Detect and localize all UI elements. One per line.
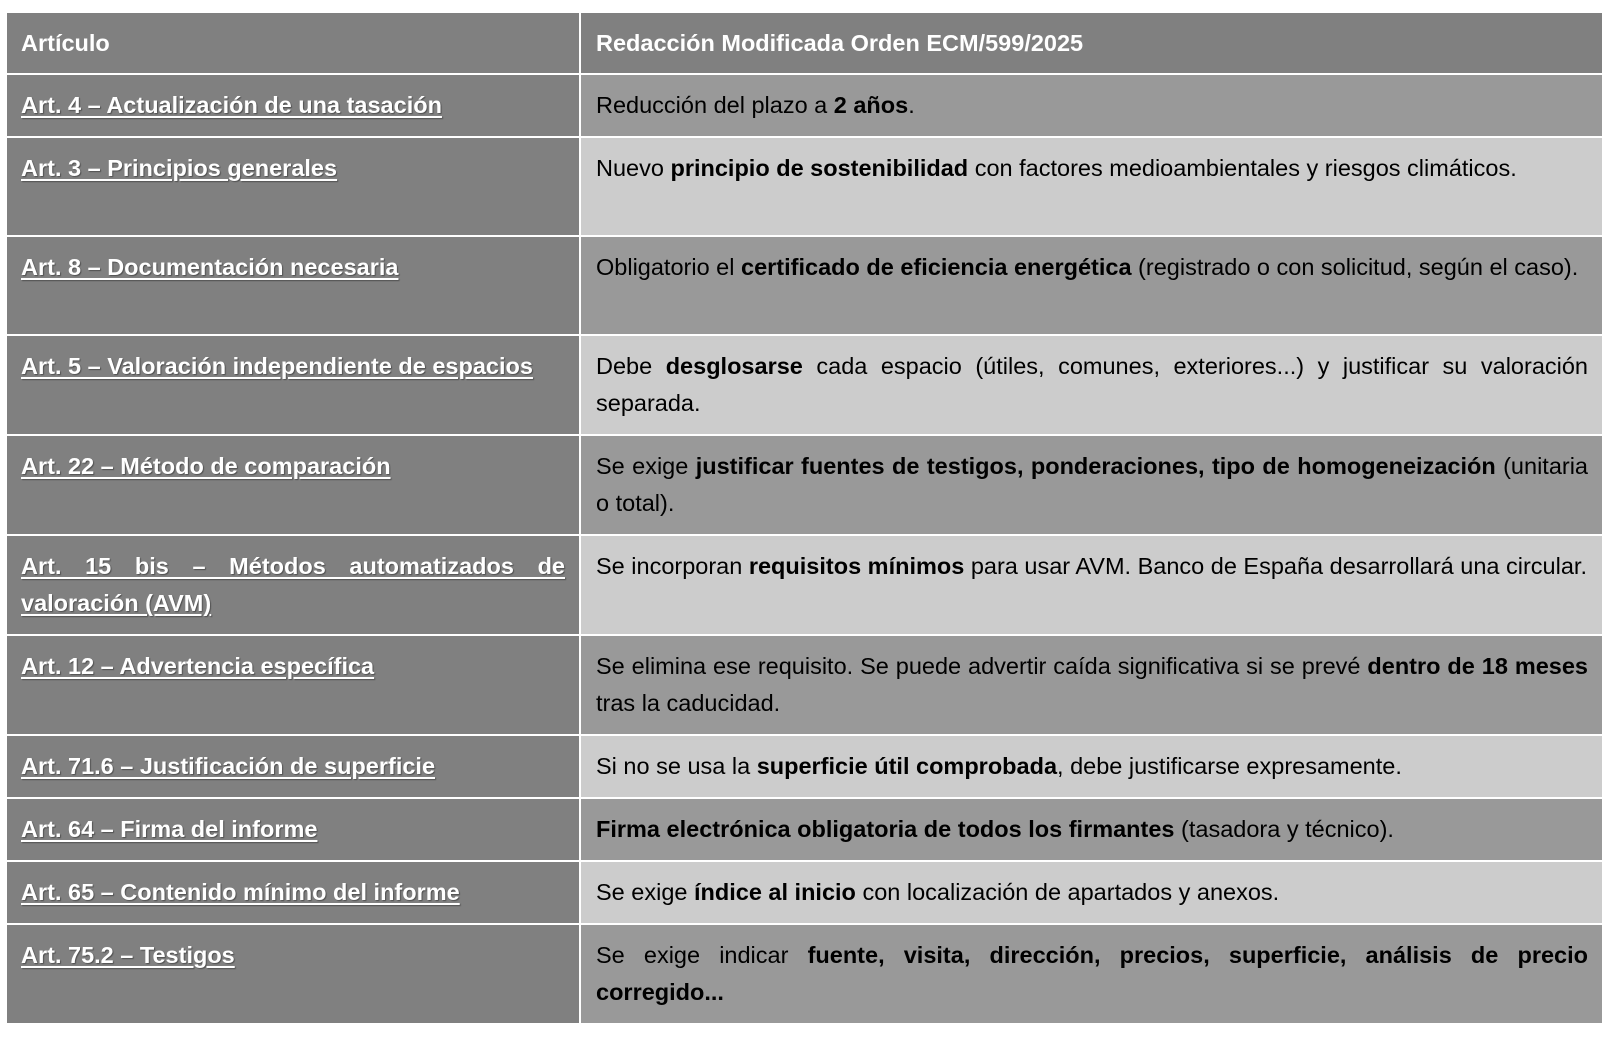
modified-text-content: [581, 736, 1602, 797]
text-segment: Nuevo: [596, 155, 671, 181]
table-row: [7, 435, 1602, 535]
article-link[interactable]: Art. 3 – Principios generales: [21, 155, 338, 181]
article-cell: [7, 335, 580, 435]
table-row: [7, 137, 1602, 236]
article-cell: [7, 635, 580, 735]
bold-text-segment: superficie útil comprobada: [756, 753, 1058, 779]
modified-text-cell: [580, 735, 1602, 798]
text-segment: Se elimina ese requisito. Se puede advertir caída significativa si se prevé: [596, 653, 1368, 679]
text-segment: Obligatorio el: [596, 254, 741, 280]
bold-text-segment: Firma electrónica obligatoria de todos los firmantes: [596, 816, 1175, 842]
text-segment: para usar AVM. Banco de España desarrollará una circular.: [964, 553, 1587, 579]
table-row: [7, 535, 1602, 635]
article-cell-content: [7, 636, 579, 697]
bold-text-segment: desglosarse: [665, 353, 803, 379]
text-segment: (registrado o con solicitud, según el caso).: [1131, 254, 1579, 280]
text-segment: Se exige indicar: [596, 942, 808, 968]
column-header-modified-text-label: Redacción Modificada Orden ECM/599/2025: [596, 30, 1084, 56]
modified-text-cell: [580, 74, 1602, 137]
article-cell: [7, 861, 580, 924]
article-link[interactable]: Art. 12 – Advertencia específica: [21, 653, 375, 679]
text-segment: (tasadora y técnico).: [1174, 816, 1394, 842]
text-segment: Si no se usa la: [596, 753, 757, 779]
column-header-modified-text: [580, 13, 1602, 74]
modified-text-content: [581, 237, 1602, 298]
table-row: [7, 335, 1602, 435]
ecm-599-2025-comparison-table: [7, 13, 1602, 1023]
article-cell-content: [7, 336, 579, 397]
bold-text-segment: justificar fuentes de testigos, ponderaciones, tipo de homogeneización: [695, 453, 1496, 479]
modified-text-content: [581, 536, 1602, 597]
article-link[interactable]: Art. 8 – Documentación necesaria: [21, 254, 399, 280]
article-link[interactable]: Art. 75.2 – Testigos: [21, 942, 235, 968]
text-segment: Se exige: [596, 879, 694, 905]
text-segment: con factores medioambientales y riesgos climáticos.: [968, 155, 1517, 181]
bold-text-segment: requisitos mínimos: [748, 553, 965, 579]
table-row: [7, 635, 1602, 735]
text-segment: Se exige: [596, 453, 696, 479]
modified-text-content: [581, 925, 1602, 1023]
modified-text-content: [581, 138, 1602, 199]
article-cell: [7, 236, 580, 335]
table-header-row: [7, 13, 1602, 74]
article-link[interactable]: Art. 5 – Valoración independiente de espacios: [21, 353, 533, 379]
bold-text-segment: fuente, visita, dirección, precios, superficie, análisis de precio corregido...: [596, 942, 1588, 1005]
bold-text-segment: índice al inicio: [693, 879, 856, 905]
modified-text-cell: [580, 137, 1602, 236]
text-segment: .: [908, 92, 915, 118]
article-cell: [7, 798, 580, 861]
article-link[interactable]: Art. 64 – Firma del informe: [21, 816, 318, 842]
modified-text-cell: [580, 535, 1602, 635]
text-segment: Debe: [596, 353, 666, 379]
article-cell: [7, 137, 580, 236]
text-segment: (unitaria o total).: [596, 453, 1588, 516]
text-segment: con localización de apartados y anexos.: [855, 879, 1280, 905]
article-cell-content: [7, 75, 579, 136]
article-cell-content: [7, 925, 579, 986]
modified-text-content: [581, 862, 1602, 923]
bold-text-segment: dentro de 18 meses: [1367, 653, 1588, 679]
text-segment: cada espacio (útiles, comunes, exteriores...) y justificar su valoración separada.: [596, 353, 1588, 416]
article-cell-content: [7, 862, 579, 923]
bold-text-segment: certificado de eficiencia energética: [741, 254, 1132, 280]
modified-text-content: [581, 636, 1602, 734]
table-row: [7, 798, 1602, 861]
bold-text-segment: principio de sostenibilidad: [670, 155, 969, 181]
modified-text-cell: [580, 335, 1602, 435]
modified-text-cell: [580, 924, 1602, 1023]
bold-text-segment: 2 años: [833, 92, 909, 118]
table-row: [7, 74, 1602, 137]
article-cell: [7, 435, 580, 535]
table-row: [7, 861, 1602, 924]
article-cell: [7, 535, 580, 635]
article-link[interactable]: Art. 71.6 – Justificación de superficie: [21, 753, 436, 779]
article-link[interactable]: Art. 15 bis – Métodos automatizados de valoración (AVM): [21, 553, 565, 616]
article-cell: [7, 74, 580, 137]
article-cell-content: [7, 736, 579, 797]
modified-text-cell: [580, 236, 1602, 335]
article-cell-content: [7, 436, 579, 497]
column-header-article: [7, 13, 580, 74]
modified-text-cell: [580, 635, 1602, 735]
article-link[interactable]: Art. 65 – Contenido mínimo del informe: [21, 879, 460, 905]
article-cell-content: [7, 237, 579, 298]
text-segment: , debe justificarse expresamente.: [1057, 753, 1402, 779]
modified-text-content: [581, 75, 1602, 136]
modified-text-content: [581, 436, 1602, 534]
modified-text-cell: [580, 861, 1602, 924]
table-row: [7, 236, 1602, 335]
modified-text-content: [581, 336, 1602, 434]
article-link[interactable]: Art. 4 – Actualización de una tasación: [21, 92, 442, 118]
article-cell-content: [7, 138, 579, 199]
article-cell: [7, 924, 580, 1023]
table-row: [7, 924, 1602, 1023]
modified-text-cell: [580, 435, 1602, 535]
article-link[interactable]: Art. 22 – Método de comparación: [21, 453, 391, 479]
table-row: [7, 735, 1602, 798]
article-cell-content: [7, 799, 579, 860]
text-segment: tras la caducidad.: [596, 690, 781, 716]
modified-text-cell: [580, 798, 1602, 861]
column-header-article-label: Artículo: [21, 30, 110, 56]
article-cell: [7, 735, 580, 798]
text-segment: Se incorporan: [596, 553, 749, 579]
table-body: [7, 74, 1602, 1023]
article-cell-content: [7, 536, 579, 634]
modified-text-content: [581, 799, 1602, 860]
text-segment: Reducción del plazo a: [596, 92, 834, 118]
